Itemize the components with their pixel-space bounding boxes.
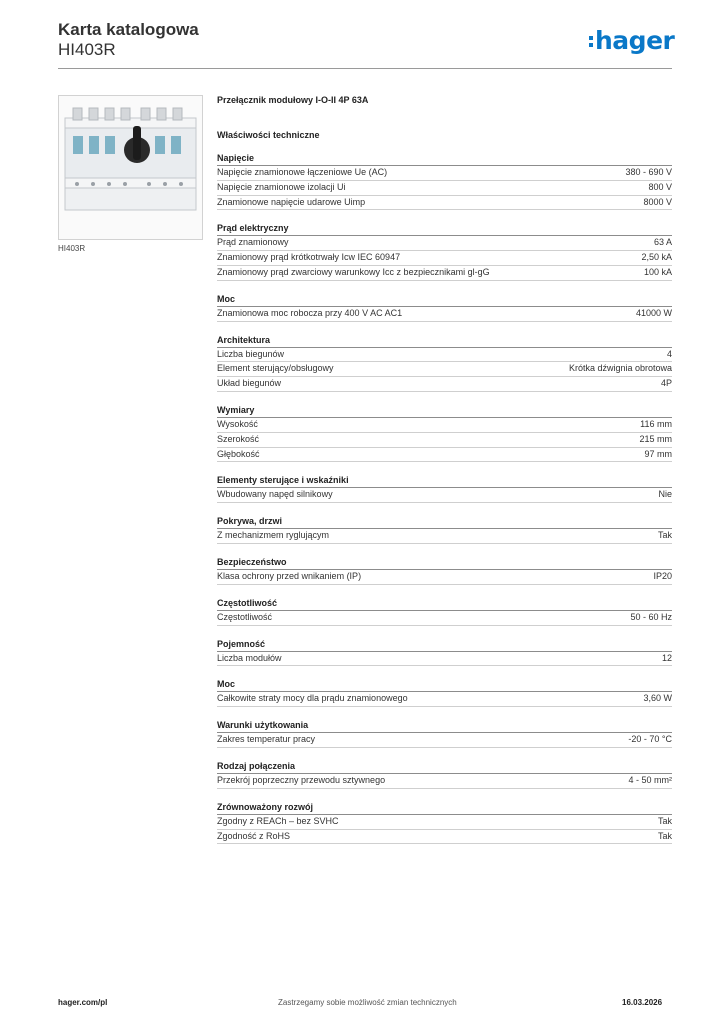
property-row [217, 830, 672, 845]
property-value: 8000 V [643, 196, 672, 207]
footer-website: hager.com/pl [58, 998, 108, 1007]
property-section [217, 514, 672, 544]
property-row [217, 815, 672, 830]
property-label: Znamionowe napięcie udarowe Uimp [217, 196, 366, 207]
property-row [217, 611, 672, 626]
property-row [217, 529, 672, 544]
property-row [217, 251, 672, 266]
property-label: Zgodność z RoHS [217, 830, 291, 841]
product-name: Przełącznik modułowy I-O-II 4P 63A [217, 95, 369, 105]
property-value: 100 kA [643, 266, 672, 277]
property-row [217, 433, 672, 448]
property-row [217, 418, 672, 433]
property-value: 50 - 60 Hz [630, 611, 672, 622]
property-value: Krótka dźwignia obrotowa [568, 363, 672, 374]
property-label: Znamionowa moc robocza przy 400 V AC AC1 [217, 307, 403, 318]
hager-logo: hager [595, 26, 675, 55]
property-label: Całkowite straty mocy dla prądu znamionowego [217, 693, 408, 704]
property-label: Znamionowy prąd krótkotrwały Icw IEC 60947 [217, 252, 401, 263]
section-title: Napięcie [217, 151, 672, 166]
section-title: Prąd elektryczny [217, 221, 672, 236]
property-value: 116 mm [640, 418, 672, 429]
section-title: Zrównoważony rozwój [217, 800, 672, 815]
footer-date: 16.03.2026 [622, 998, 663, 1007]
property-section [217, 677, 672, 707]
property-label: Częstotliwość [217, 611, 273, 622]
property-section [217, 151, 672, 210]
property-value: 4P [660, 378, 672, 389]
section-title: Elementy sterujące i wskaźniki [217, 473, 672, 488]
property-label: Prąd znamionowy [217, 237, 289, 248]
property-value: 4 [666, 348, 672, 359]
property-section [217, 596, 672, 626]
section-title: Częstotliwość [217, 596, 672, 611]
property-value: 63 A [653, 237, 672, 248]
property-section [217, 221, 672, 280]
property-row [217, 774, 672, 789]
property-value: 380 - 690 V [625, 167, 672, 177]
product-image [58, 95, 203, 240]
footer-disclaimer: Zastrzegamy sobie możliwość zmian technicznych [278, 998, 457, 1007]
property-row [217, 266, 672, 281]
property-row [217, 733, 672, 748]
property-row [217, 488, 672, 503]
property-value: 800 V [648, 181, 672, 192]
property-value: Tak [657, 815, 672, 826]
property-value: 2,50 kA [641, 252, 672, 263]
property-section [217, 473, 672, 503]
section-title: Rodzaj połączenia [217, 759, 672, 774]
property-value: 97 mm [644, 448, 672, 459]
section-title: Bezpieczeństwo [217, 555, 672, 570]
property-label: Przekrój poprzeczny przewodu sztywnego [217, 774, 386, 785]
property-value: 4 - 50 mm² [628, 774, 672, 785]
product-details [217, 94, 672, 844]
property-row [217, 196, 672, 211]
property-label: Zgodny z REACh – bez SVHC [217, 815, 339, 826]
properties-title: Właściwości techniczne [217, 130, 320, 140]
property-row [217, 348, 672, 363]
property-section [217, 292, 672, 322]
property-value: 12 [661, 652, 672, 663]
property-label: Liczba modułów [217, 652, 282, 663]
property-label: Wbudowany napęd silnikowy [217, 489, 333, 500]
header-divider [58, 68, 672, 69]
property-value: Tak [657, 530, 672, 541]
property-row [217, 692, 672, 707]
section-title: Architektura [217, 333, 672, 348]
property-label: Napięcie znamionowe łączeniowe Ue (AC) [217, 167, 388, 177]
property-row [217, 448, 672, 463]
property-row [217, 181, 672, 196]
property-row [217, 236, 672, 251]
property-label: Szerokość [217, 433, 260, 444]
property-value: 215 mm [639, 433, 672, 444]
property-label: Z mechanizmem ryglującym [217, 530, 330, 541]
section-title: Wymiary [217, 403, 672, 418]
section-title: Moc [217, 292, 672, 307]
property-label: Liczba biegunów [217, 348, 285, 359]
property-label: Wysokość [217, 418, 258, 429]
property-label: Zakres temperatur pracy [217, 734, 316, 745]
property-label: Głębokość [217, 448, 260, 459]
switch-illustration [59, 96, 202, 239]
property-section [217, 800, 672, 845]
property-row [217, 377, 672, 392]
product-code: HI403R [58, 40, 116, 59]
property-value: 3,60 W [643, 693, 672, 704]
property-row [217, 362, 672, 377]
property-section [217, 718, 672, 748]
property-value: Nie [658, 489, 672, 500]
document-header [58, 20, 199, 60]
property-label: Układ biegunów [217, 378, 282, 389]
properties-list [217, 151, 672, 844]
section-title: Pojemność [217, 637, 672, 652]
section-title: Moc [217, 677, 672, 692]
document-title: Karta katalogowa [58, 20, 199, 39]
logo-mark [589, 36, 593, 50]
property-label: Klasa ochrony przed wnikaniem (IP) [217, 570, 362, 581]
property-section [217, 759, 672, 789]
section-title: Pokrywa, drzwi [217, 514, 672, 529]
property-section [217, 403, 672, 462]
property-label: Znamionowy prąd zwarciowy warunkowy Icc z bezpiecznikami gl-gG [217, 266, 490, 277]
property-row [217, 166, 672, 181]
property-section [217, 333, 672, 392]
property-row [217, 652, 672, 667]
property-section [217, 555, 672, 585]
property-row [217, 307, 672, 322]
property-value: 41000 W [635, 307, 672, 318]
property-value: Tak [657, 830, 672, 841]
image-caption: HI403R [58, 244, 86, 253]
property-value: -20 - 70 °C [628, 734, 672, 745]
property-label: Element sterujący/obsługowy [217, 363, 334, 374]
property-section [217, 637, 672, 667]
property-value: IP20 [653, 570, 672, 581]
property-row [217, 570, 672, 585]
property-label: Napięcie znamionowe izolacji Ui [217, 181, 346, 192]
section-title: Warunki użytkowania [217, 718, 672, 733]
